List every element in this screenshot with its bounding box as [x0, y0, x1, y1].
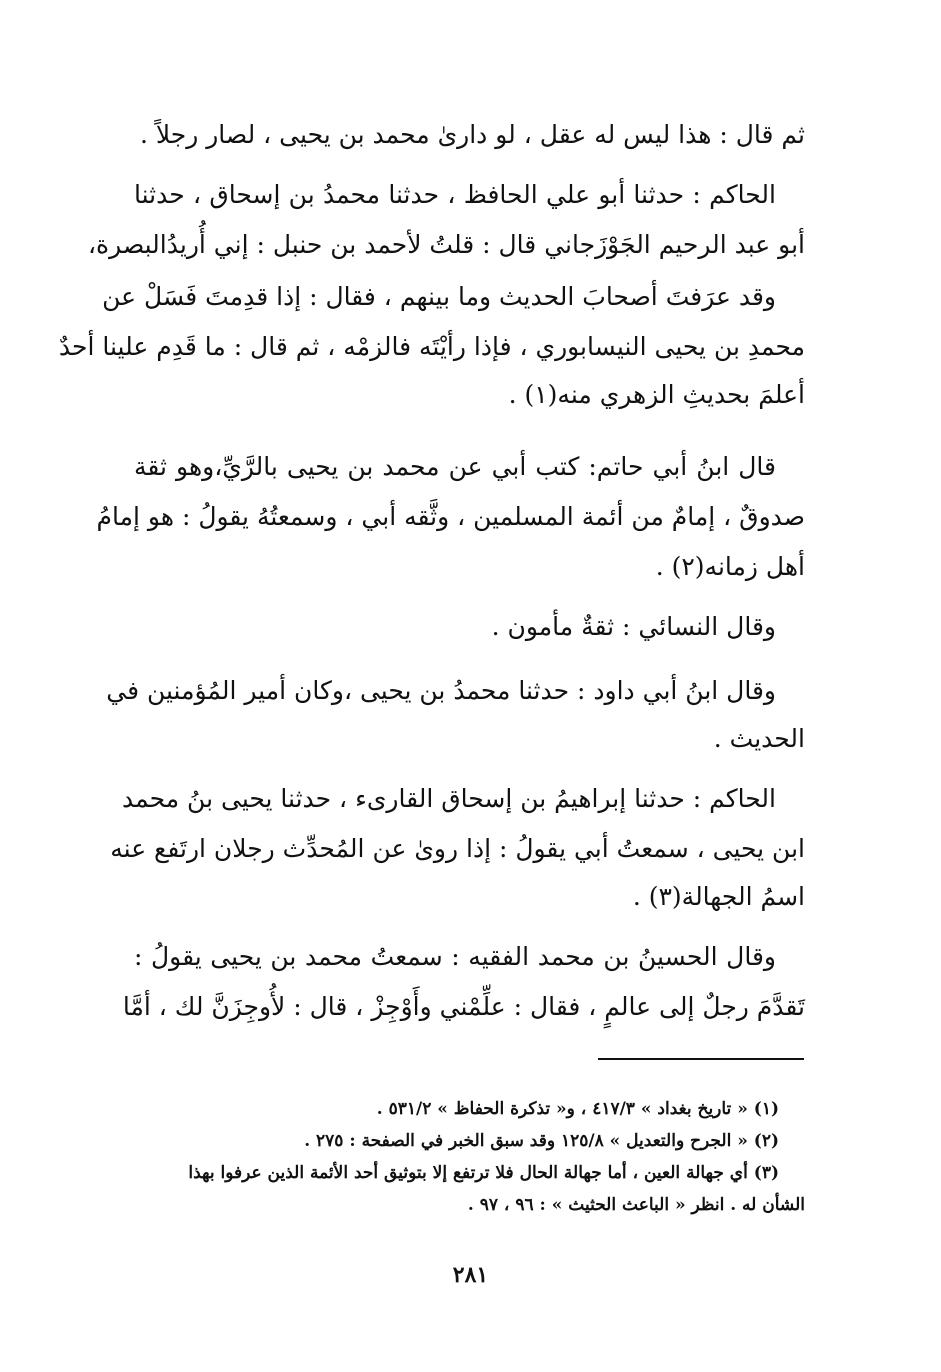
text-line: أهل زمانه(٢) .: [655, 552, 805, 581]
footnote: (٣) أي جهالة العين ، أما جهالة الحال فلا ترتفع إلا بتوثيق أحد الأئمة الذين عرفوا بهذا: [188, 1163, 779, 1183]
text-line: ابن يحيى ، سمعتُ أبي يقولُ : إذا روىٰ عن المُحدِّث رجلان ارتَفع عنه: [110, 834, 805, 863]
footnote: الشأن له . انظر « الباعث الحثيث » : ٩٦ ، ٩٧ .: [467, 1195, 805, 1215]
text-line: وقال النسائي : ثقةٌ مأمون .: [491, 612, 776, 641]
text-line: ثم قال : هذا ليس له عقل ، لو دارىٰ محمد بن يحيى ، لصار رجلاً .: [139, 120, 805, 149]
text-line: أبو عبد الرحيم الجَوْزَجاني قال : قلتُ لأحمد بن حنبل : إني أُريدُالبصرة،: [87, 230, 805, 259]
text-line: وقال الحسينُ بن محمد الفقيه : سمعتُ محمد بن يحيى يقولُ :: [134, 942, 776, 971]
text-line: وقد عرَفتَ أصحابَ الحديث وما بينهم ، فقال : إذا قدِمتَ فَسَلْ عن: [102, 282, 776, 311]
text-line: تَقدَّمَ رجلٌ إلى عالمٍ ، فقال : علِّمْني وأَوْجِزْ ، قال : لأُوجِزَنَّ لك ، أمَّا: [122, 992, 805, 1021]
text-line: أعلمَ بحديثِ الزهري منه(١) .: [508, 380, 805, 409]
text-line: الحديث .: [713, 724, 805, 753]
page-number: ٢٨١: [452, 1262, 489, 1288]
text-line: محمدِ بن يحيى النيسابوري ، فإذا رأيْتَه فالزمْه ، ثم قال : ما قَدِم علينا أحدٌ: [58, 332, 805, 361]
text-line: الحاكم : حدثنا أبو علي الحافظ ، حدثنا محمدُ بن إسحاق ، حدثنا: [134, 180, 776, 209]
text-line: قال ابنُ أبي حاتم: كتب أبي عن محمد بن يحيى بالرَّيِّ،وهو ثقة: [134, 452, 776, 481]
text-line: اسمُ الجهالة(٣) .: [632, 882, 805, 911]
text-line: الحاكم : حدثنا إبراهيمُ بن إسحاق القارىء ، حدثنا يحيى بنُ محمد: [122, 784, 776, 813]
text-line: وقال ابنُ أبي داود : حدثنا محمدُ بن يحيى ،وكان أمير المُؤمنين في: [106, 676, 776, 705]
footnote: (١) « تاريخ بغداد » ٤١٧/٣ ، و« تذكرة الحفاظ » ٥٣١/٢ .: [376, 1099, 779, 1119]
footnote-divider: [598, 1058, 804, 1060]
footnote: (٢) « الجرح والتعديل » ١٢٥/٨ وقد سبق الخبر في الصفحة : ٢٧٥ .: [304, 1131, 779, 1151]
text-line: صدوقٌ ، إمامٌ من أئمة المسلمين ، وثَّقه أبي ، وسمعتُهُ يقولُ : هو إمامُ: [96, 502, 805, 531]
